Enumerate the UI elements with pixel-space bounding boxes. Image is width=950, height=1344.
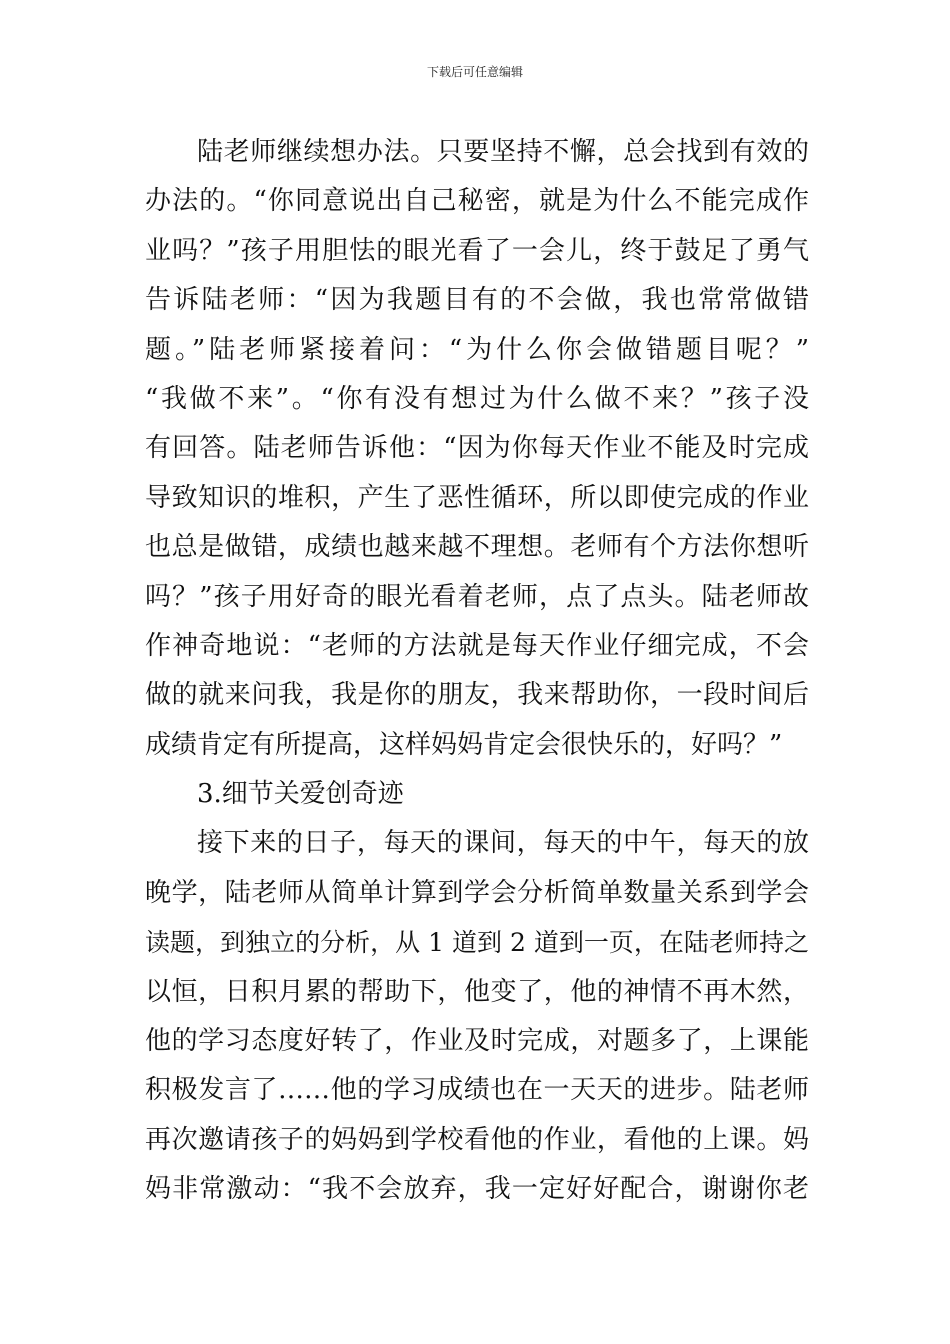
- text-line: 吗？”孩子用好奇的眼光看着老师，点了点头。陆老师故: [145, 581, 809, 612]
- section-heading: [145, 770, 809, 819]
- text-line: 也总是做错，成绩也越来越不理想。老师有个方法你想听: [145, 532, 809, 563]
- text-line: 做的就来问我，我是你的朋友，我来帮助你，一段时间后: [145, 680, 809, 711]
- text-line: 晚学，陆老师从简单计算到学会分析简单数量关系到学会: [145, 877, 809, 908]
- text-line: 成绩肯定有所提高，这样妈妈肯定会很快乐的，好吗？”: [145, 729, 783, 760]
- text-line: 题。”陆老师紧接着问：“为什么你会做错题目呢？”: [145, 334, 809, 365]
- section-heading-text: 3.细节关爱创奇迹: [197, 779, 404, 810]
- text-line: “我做不来”。“你有没有想过为什么做不来？”孩子没: [145, 383, 809, 414]
- text-line: 有回答。陆老师告诉他：“因为你每天作业不能及时完成: [145, 433, 809, 464]
- text-line: 接下来的日子，每天的课间，每天的中午，每天的放: [197, 828, 809, 859]
- page-header: 下载后可任意编辑: [426, 65, 523, 79]
- text-line: 他的学习态度好转了，作业及时完成，对题多了，上课能: [145, 1026, 809, 1057]
- text-line: 告诉陆老师：“因为我题目有的不会做，我也常常做错: [145, 285, 809, 316]
- text-line: 以恒，日积月累的帮助下，他变了，他的神情不再木然，: [145, 976, 809, 1007]
- text-line: 办法的。“你同意说出自己秘密，就是为什么不能完成作: [145, 186, 809, 217]
- paragraph: [145, 819, 809, 1214]
- text-line: 积极发言了……他的学习成绩也在一天天的进步。陆老师: [145, 1075, 809, 1106]
- text-line: 读题，到独立的分析，从 1 道到 2 道到一页，在陆老师持之: [145, 928, 809, 958]
- document-body: [145, 128, 809, 1215]
- paragraph: [145, 128, 809, 770]
- text-line: 陆老师继续想办法。只要坚持不懈，总会找到有效的: [197, 137, 809, 167]
- text-line: 妈非常激动：“我不会放弃，我一定好好配合，谢谢你老: [145, 1174, 809, 1205]
- text-line: 业吗？”孩子用胆怯的眼光看了一会儿，终于鼓足了勇气: [145, 235, 809, 266]
- text-line: 导致知识的堆积，产生了恶性循环，所以即使完成的作业: [145, 482, 809, 513]
- text-line: 作神奇地说：“老师的方法就是每天作业仔细完成，不会: [145, 630, 809, 661]
- text-line: 再次邀请孩子的妈妈到学校看他的作业，看他的上课。妈: [145, 1124, 809, 1155]
